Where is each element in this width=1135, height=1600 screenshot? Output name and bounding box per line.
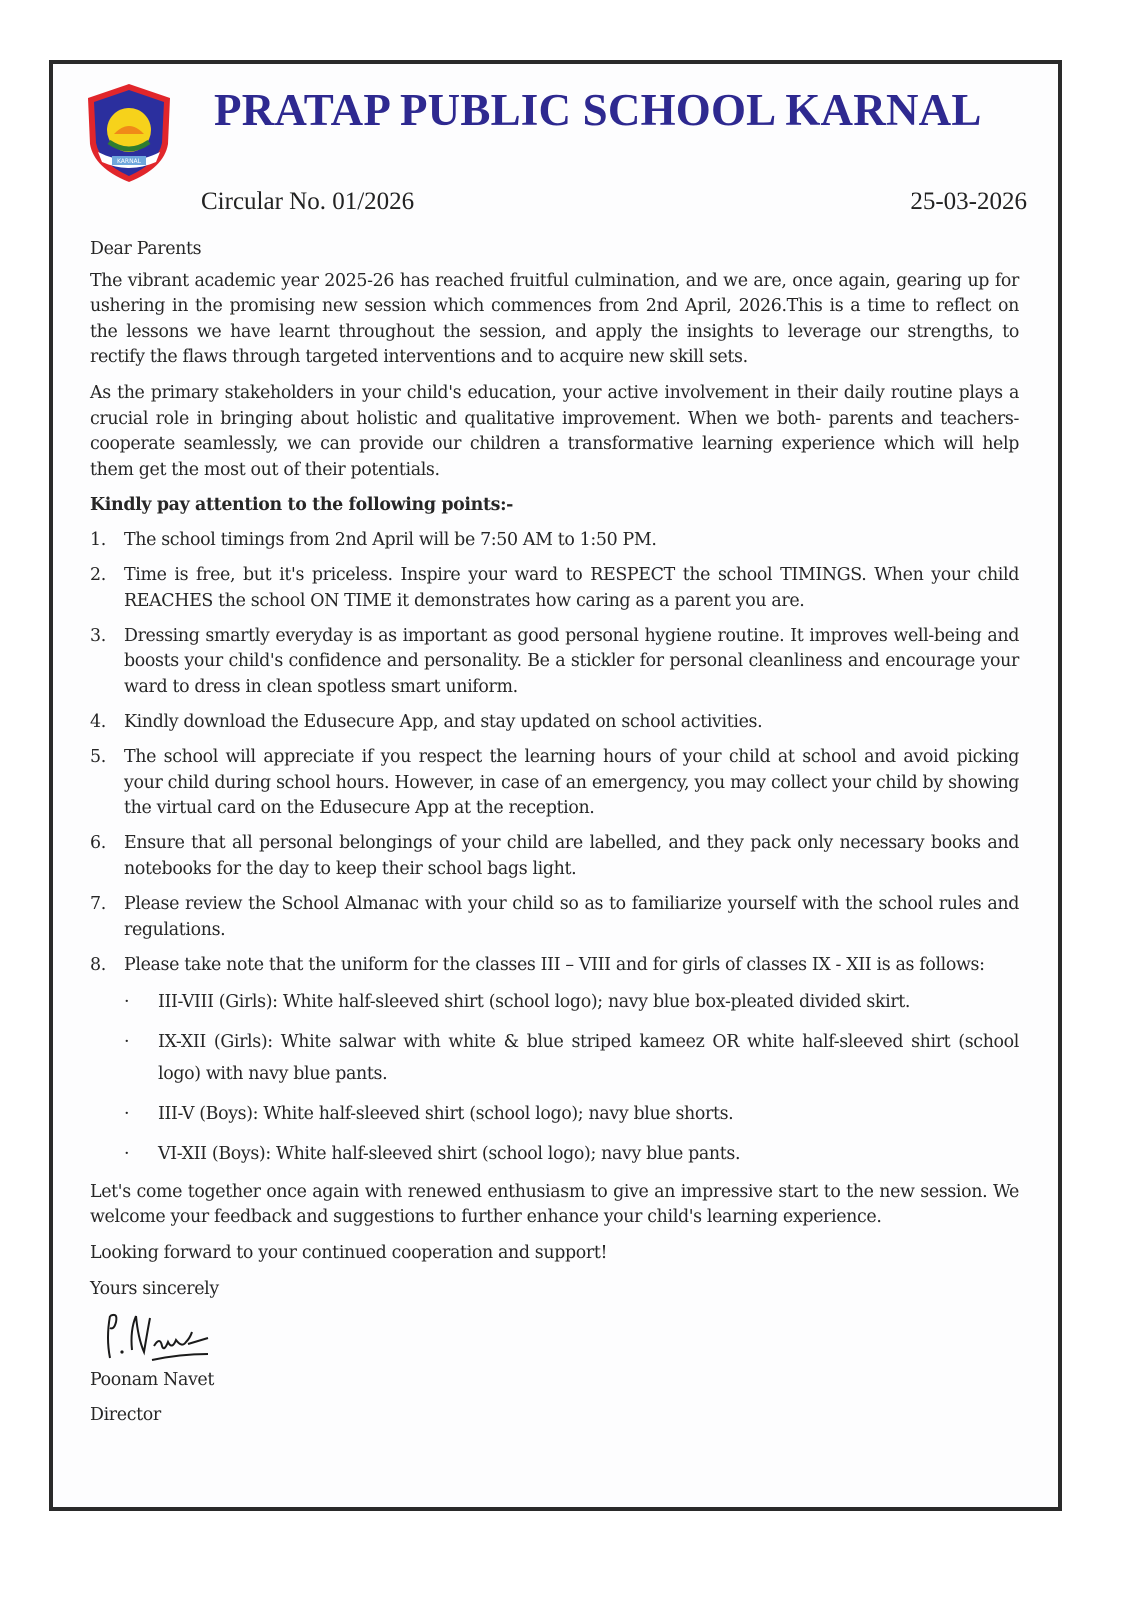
- uniform-text: III-VIII (Girls): White half-sleeved shirt (school logo); navy blue box-pleated divided skirt.: [158, 992, 911, 1013]
- letter-body: [90, 237, 1019, 1438]
- uniform-item: [124, 1026, 1019, 1090]
- logo-banner-text: KARNAL: [116, 158, 142, 165]
- intro-paragraph: The vibrant academic year 2025-26 has reached fruitful culmination, and we are, once again, gearing up for ushering in the promising new session which commences from 2nd April, 2026.This is a time to reflect on the lessons we have learnt throughout the session, and apply the insights to leverage our strengths, to rectify the flaws through targeted interventions and to acquire new skill sets.: [90, 270, 1019, 368]
- bullet-icon: ·: [124, 1104, 130, 1125]
- point-text: Kindly download the Edusecure App, and stay updated on school activities.: [124, 712, 763, 732]
- uniform-item: [124, 986, 1019, 1018]
- circular-number: Circular No. 01/2026: [201, 188, 415, 215]
- signatory-name: Poonam Navet: [90, 1370, 215, 1391]
- point-text: Time is free, but it's priceless. Inspire your ward to RESPECT the school TIMINGS. When your child REACHES the school ON TIME it demonstrates how caring as a parent you are.: [124, 565, 1019, 611]
- salutation: Dear Parents: [90, 239, 202, 259]
- handwritten-signature-icon: [96, 1308, 216, 1366]
- list-item: [90, 563, 1019, 614]
- signatory-role: Director: [90, 1405, 161, 1426]
- uniform-text: VI-XII (Boys): White half-sleeved shirt (school logo); navy blue pants.: [158, 1144, 741, 1165]
- involvement-paragraph: As the primary stakeholders in your child's education, your active involvement in their daily routine plays a crucial role in bringing about holistic and qualitative improvement. When we both- parents and teachers-cooperate seamlessly, we can provide our children a transformative learning experience which will help them get the most out of their potentials.: [90, 382, 1019, 480]
- uniform-item: [124, 1138, 1019, 1170]
- school-crest-icon: [84, 82, 174, 184]
- uniform-item: [124, 1098, 1019, 1130]
- point-text: Please review the School Almanac with your child so as to familiarize yourself with the school rules and regulations.: [124, 894, 1019, 940]
- point-number: 1.: [90, 529, 106, 550]
- point-text: Dressing smartly everyday is as important as good personal hygiene routine. It improves well-being and boosts your child's confidence and personality. Be a stickler for personal cleanliness and encourage your ward to dress in clean spotless smart uniform.: [124, 625, 1019, 697]
- valediction: Yours sincerely: [90, 1278, 219, 1299]
- point-number: 5.: [90, 747, 106, 768]
- bullet-icon: ·: [124, 1144, 130, 1165]
- list-item: [90, 710, 1019, 736]
- uniform-text: III-V (Boys): White half-sleeved shirt (school logo); navy blue shorts.: [158, 1104, 734, 1125]
- bullet-icon: ·: [124, 1032, 130, 1053]
- list-item: [90, 831, 1019, 882]
- point-text: The school will appreciate if you respect the learning hours of your child at school and avoid picking your child during school hours. However, in case of an emergency, you may collect your child by showing the virtual card on the Edusecure App at the reception.: [124, 747, 1019, 819]
- point-number: 6.: [90, 833, 106, 854]
- circular-date: 25-03-2026: [910, 188, 1027, 215]
- point-number: 3.: [90, 625, 106, 646]
- school-name-title: PRATAP PUBLIC SCHOOL KARNAL: [214, 85, 982, 135]
- list-item: [90, 953, 1019, 1171]
- point-text: Ensure that all personal belongings of your child are labelled, and they pack only necessary books and notebooks for the day to keep their school bags light.: [124, 833, 1019, 879]
- list-item: [90, 745, 1019, 822]
- list-item: [90, 528, 1019, 554]
- points-heading: Kindly pay attention to the following points:-: [90, 495, 514, 516]
- point-number: 7.: [90, 894, 106, 915]
- point-number: 2.: [90, 565, 106, 586]
- uniform-list: [124, 986, 1019, 1170]
- list-item: [90, 624, 1019, 701]
- uniform-text: IX-XII (Girls): White salwar with white & blue striped kameez OR white half-sleeved shirt (school logo) with navy blue pants.: [158, 1032, 1019, 1085]
- bullet-icon: ·: [124, 992, 130, 1013]
- point-number: 8.: [90, 954, 106, 975]
- list-item: [90, 892, 1019, 943]
- thanks-line: Looking forward to your continued cooperation and support!: [90, 1243, 608, 1264]
- point-text: Please take note that the uniform for the classes III – VIII and for girls of classes IX - XII is as follows:: [124, 954, 985, 975]
- point-text: The school timings from 2nd April will be 7:50 AM to 1:50 PM.: [124, 529, 657, 550]
- point-number: 4.: [90, 712, 106, 732]
- closing-paragraph: Let's come together once again with renewed enthusiasm to give an impressive start to the new session. We welcome your feedback and suggestions to further enhance your child's learning experience.: [90, 1181, 1019, 1228]
- points-list: [90, 528, 1019, 1170]
